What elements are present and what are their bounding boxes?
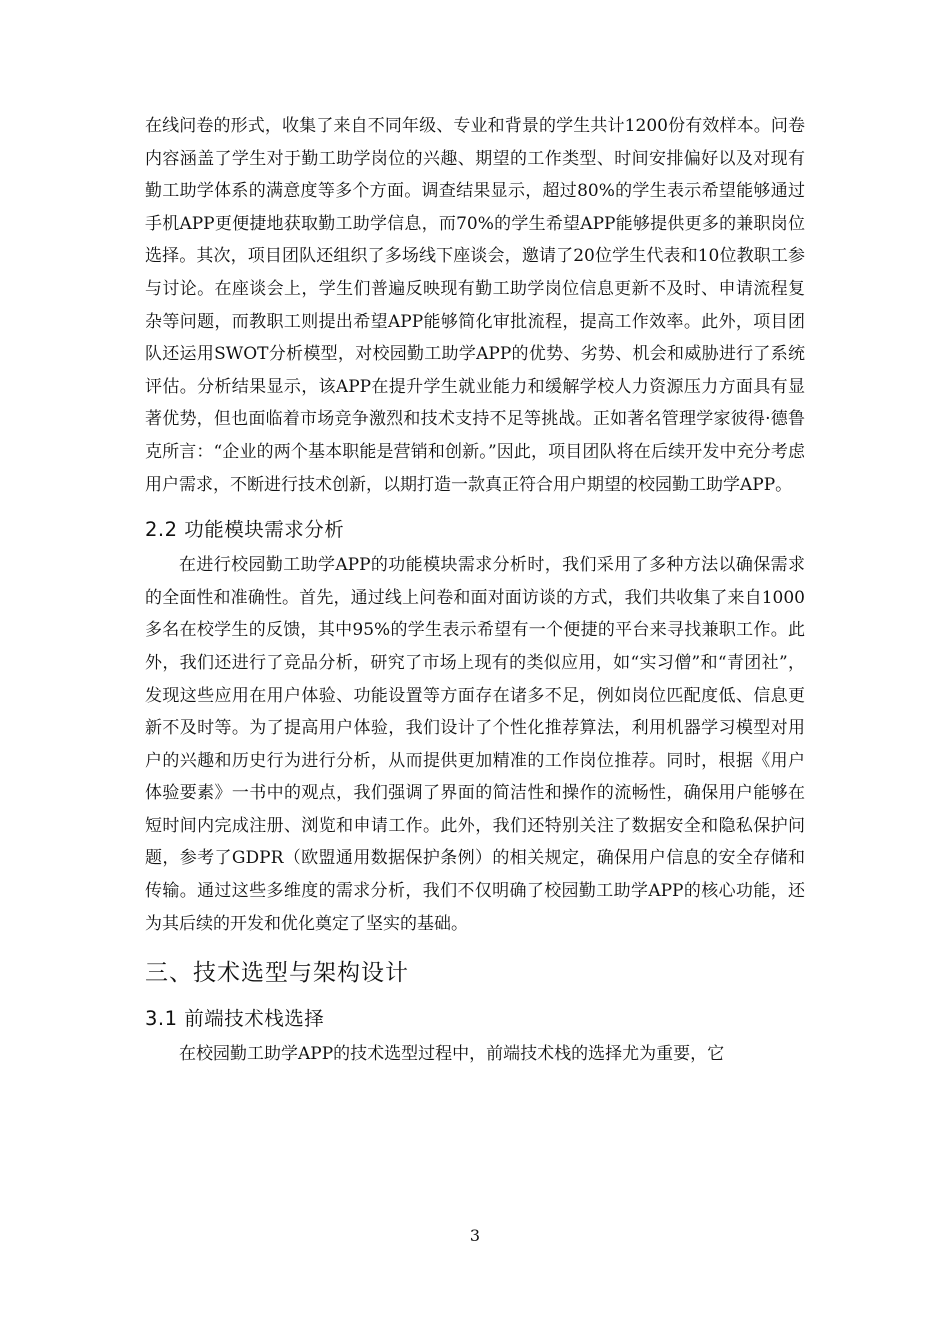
paragraph-frontend-stack: 在校园勤工助学APP的技术选型过程中，前端技术栈的选择尤为重要，它 [179,1044,725,1065]
section-heading-3-1: 3.1 前端技术栈选择 [145,1007,325,1031]
page-number: 3 [469,1226,481,1245]
paragraph-survey-results: 在线问卷的形式，收集了来自不同年级、专业和背景的学生共计1200份有效样本。问卷内容涵盖了学生对于勤工助学岗位的兴趣、期望的工作类型、时间安排偏好以及对现有勤工助学体系的满意度等多个方面。调查结果显示，超过80%的学生表示希望能够通过手机APP更便捷地获取勤工助学信息，而70%的学生希望APP能够提供更多的兼职岗位选择。其次，项目团队还组织了多场线下座谈会，邀请了20位学生代表和10位教职工参与讨论。在座谈会上，学生们普遍反映现有勤工助学岗位信息更新不及时、申请流程复杂等问题，而教职工则提出希望APP能够简化审批流程，提高工作效率。此外，项目团队还运用SWOT分析模型，对校园勤工助学APP的优势、劣势、机会和威胁进行了系统评估。分析结果显示，该APP在提升学生就业能力和缓解学校人力资源压力方面具有显著优势，但也面临着市场竞争激烈和技术支持不足等挑战。正如著名管理学家彼得·德鲁克所言：“企业的两个基本职能是营销和创新。”因此，项目团队将在后续开发中充分考虑用户需求，不断进行技术创新，以期打造一款真正符合用户期望的校园勤工助学APP。 [145,116,805,495]
chapter-heading-3: 三、技术选型与架构设计 [145,960,409,987]
document-body [145,110,805,1071]
section-heading-2-2: 2.2 功能模块需求分析 [145,518,345,542]
paragraph-function-requirements: 在进行校园勤工助学APP的功能模块需求分析时，我们采用了多种方法以确保需求的全面性和准确性。首先，通过线上问卷和面对面访谈的方式，我们共收集了来自1000多名在校学生的反馈，其中95%的学生表示希望有一个便捷的平台来寻找兼职工作。此外，我们还进行了竞品分析，研究了市场上现有的类似应用，如“实习僧”和“青团社”，发现这些应用在用户体验、功能设置等方面存在诸多不足，例如岗位匹配度低、信息更新不及时等。为了提高用户体验，我们设计了个性化推荐算法，利用机器学习模型对用户的兴趣和历史行为进行分析，从而提供更加精准的工作岗位推荐。同时，根据《用户体验要素》一书中的观点，我们强调了界面的简洁性和操作的流畅性，确保用户能够在短时间内完成注册、浏览和申请工作。此外，我们还特别关注了数据安全和隐私保护问题，参考了GDPR（欧盟通用数据保护条例）的相关规定，确保用户信息的安全存储和传输。通过这些多维度的需求分析，我们不仅明确了校园勤工助学APP的核心功能，还为其后续的开发和优化奠定了坚实的基础。 [145,555,805,934]
